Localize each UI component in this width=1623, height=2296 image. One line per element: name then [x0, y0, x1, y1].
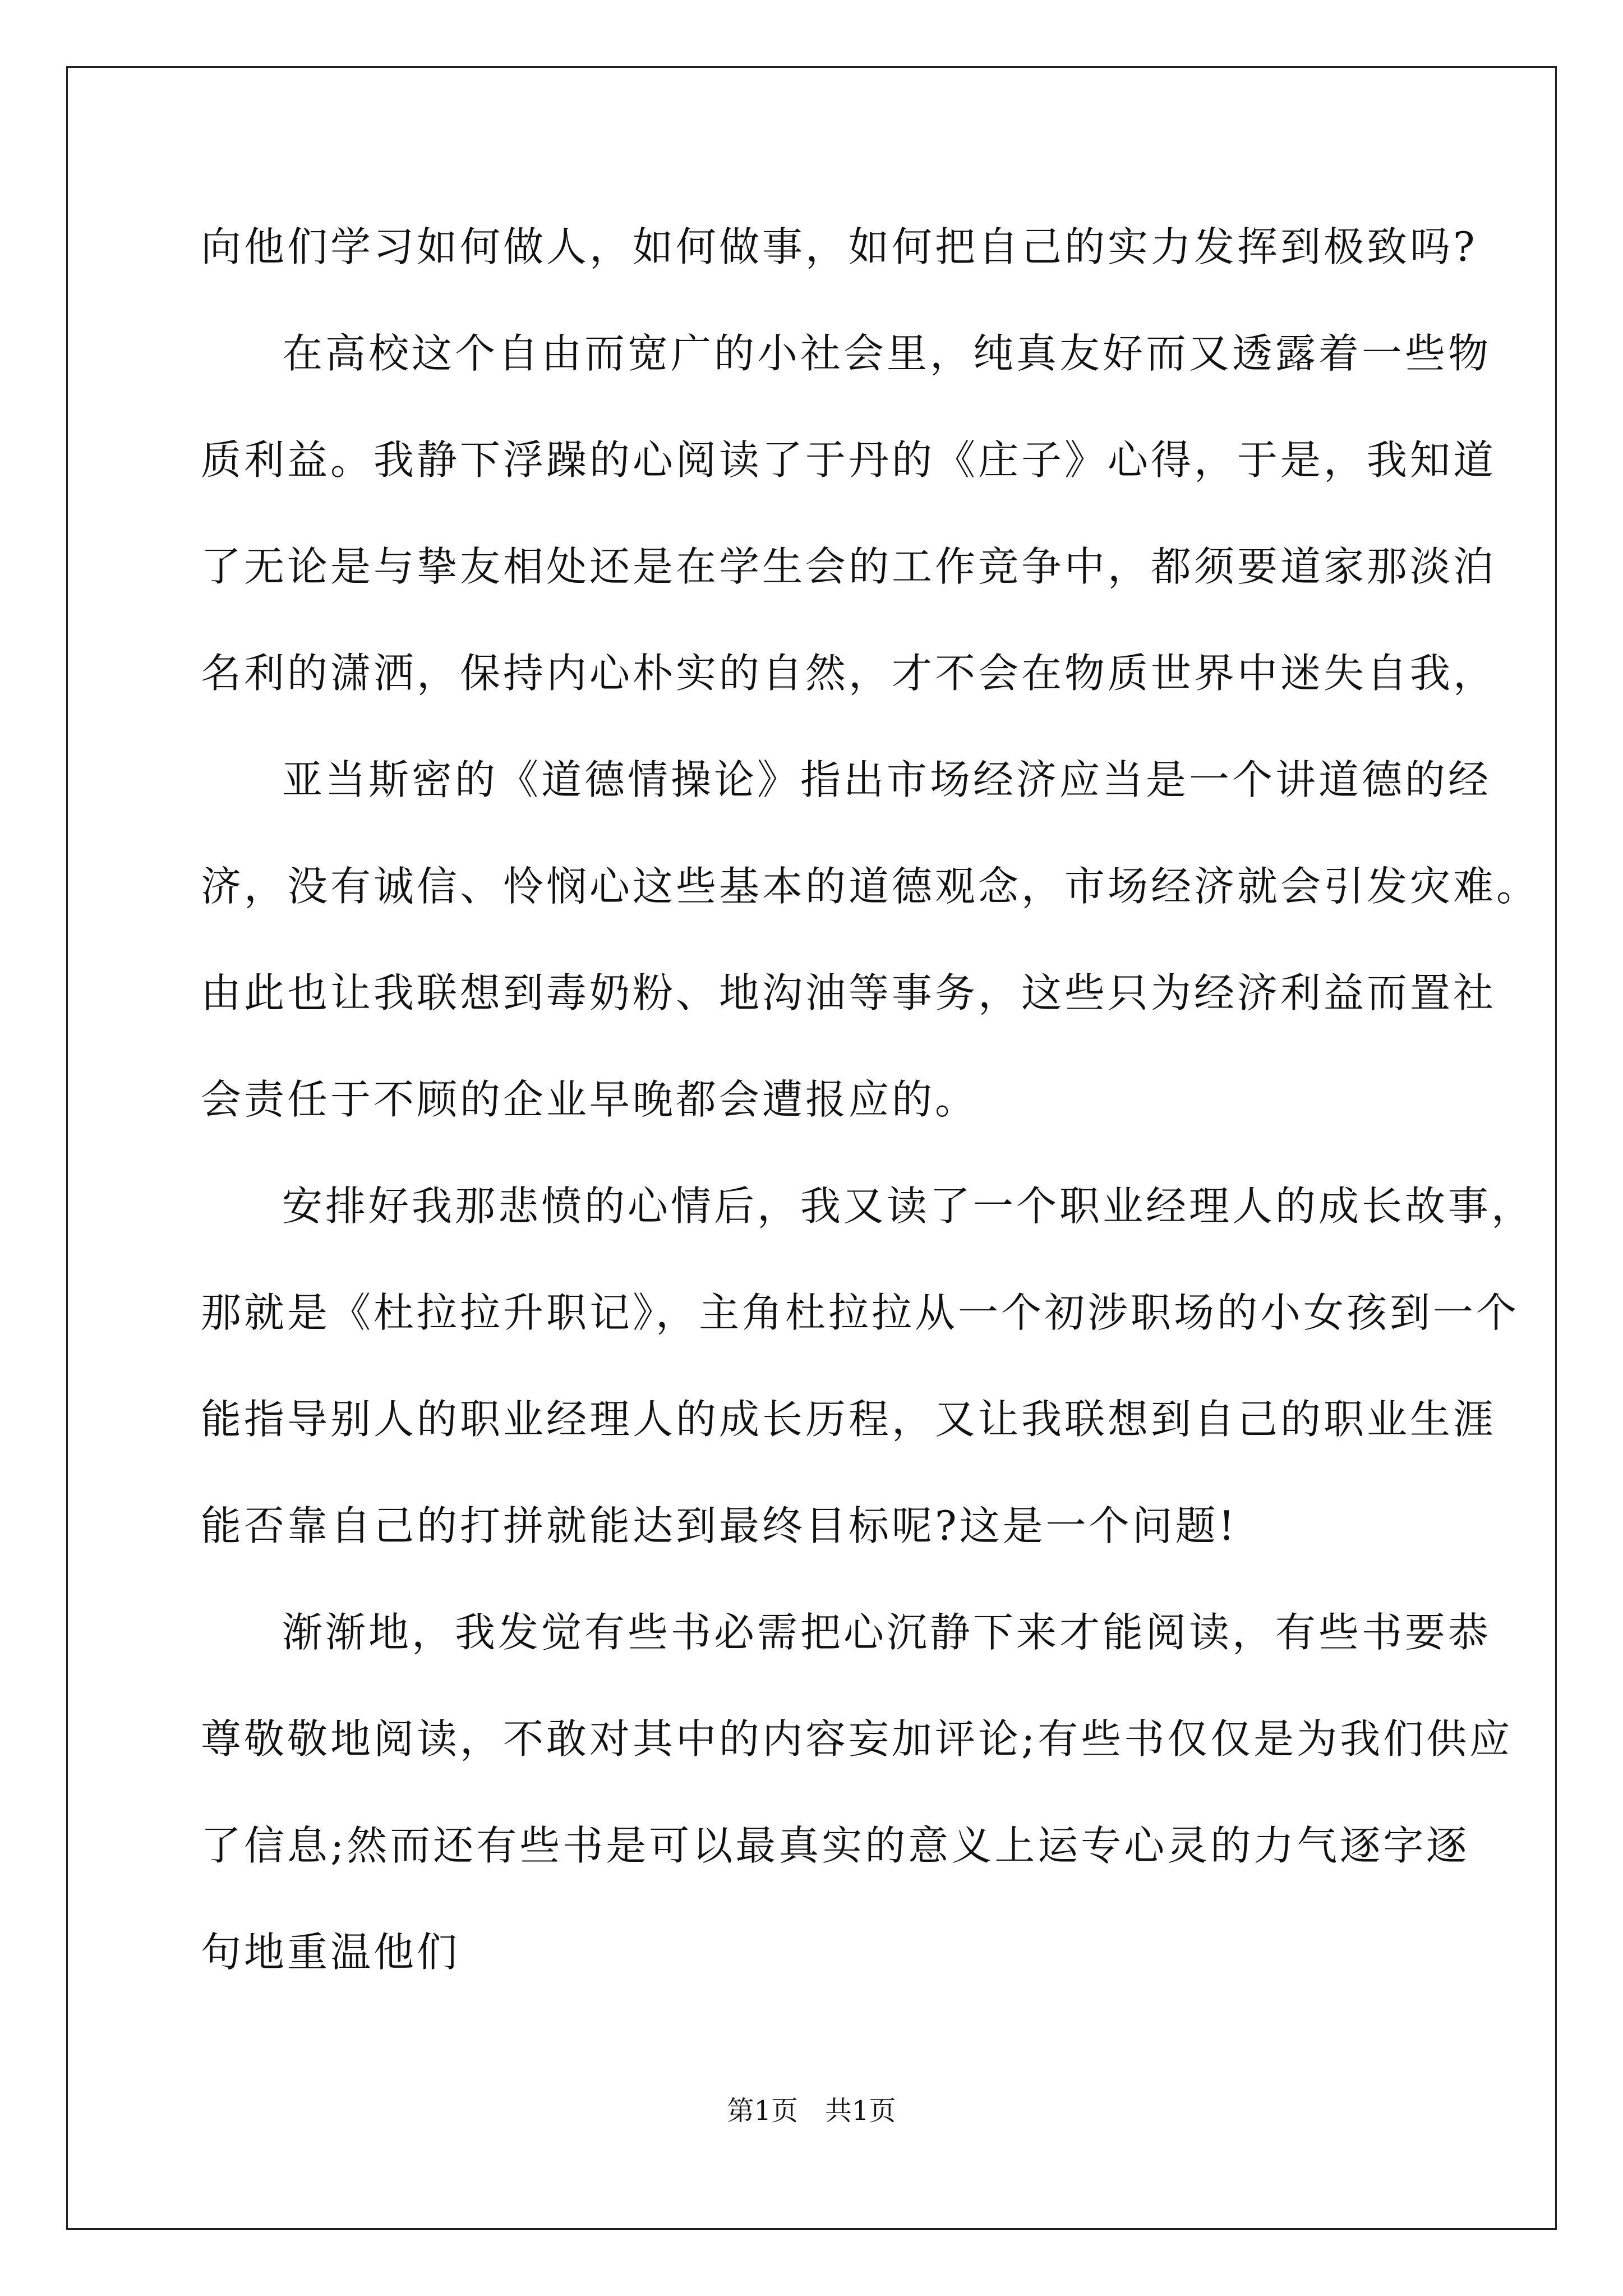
text-line: 能否靠自己的打拼就能达到最终目标呢?这是一个问题! — [201, 1502, 1238, 1549]
text-line: 济，没有诚信、怜悯心这些基本的道德观念，市场经济就会引发灾难。 — [201, 863, 1540, 910]
paragraph-first-line: 渐渐地，我发觉有些书必需把心沉静下来才能阅读，有些书要恭 — [282, 1609, 1492, 1656]
text-line: 由此也让我联想到毒奶粉、地沟油等事务，这些只为经济利益而置社 — [201, 969, 1497, 1016]
text-line: 尊敬敬地阅读，不敢对其中的内容妄加评论;有些书仅仅是为我们供应 — [201, 1715, 1513, 1763]
text-line: 了信息;然而还有些书是可以最真实的意义上运专心灵的力气逐字逐 — [201, 1822, 1470, 1869]
text-line: 会责任于不顾的企业早晚都会遭报应的。 — [201, 1076, 979, 1123]
page-number-label: 第1页 共1页 — [727, 2095, 896, 2127]
text-line: 质利益。我静下浮躁的心阅读了于丹的《庄子》心得，于是，我知道 — [201, 436, 1497, 484]
text-line: 向他们学习如何做人，如何做事，如何把自己的实力发挥到极致吗? — [201, 223, 1478, 270]
page-footer — [0, 2094, 1623, 2128]
page-frame — [66, 66, 1557, 2230]
text-line: 能指导别人的职业经理人的成长历程，又让我联想到自己的职业生涯 — [201, 1396, 1497, 1443]
paragraph-first-line: 在高校这个自由而宽广的小社会里，纯真友好而又透露着一些物 — [282, 330, 1492, 377]
paragraph-first-line: 安排好我那悲愤的心情后，我又读了一个职业经理人的成长故事， — [282, 1182, 1535, 1230]
text-line: 句地重温他们 — [201, 1929, 460, 1976]
paragraph-first-line: 亚当斯密的《道德情操论》指出市场经济应当是一个讲道德的经 — [282, 756, 1492, 803]
text-line: 了无论是与挚友相处还是在学生会的工作竞争中，都须要道家那淡泊 — [201, 543, 1497, 590]
text-line: 那就是《杜拉拉升职记》，主角杜拉拉从一个初涉职场的小女孩到一个 — [201, 1289, 1520, 1336]
text-line: 名利的潇洒，保持内心朴实的自然，才不会在物质世界中迷失自我， — [201, 650, 1497, 697]
